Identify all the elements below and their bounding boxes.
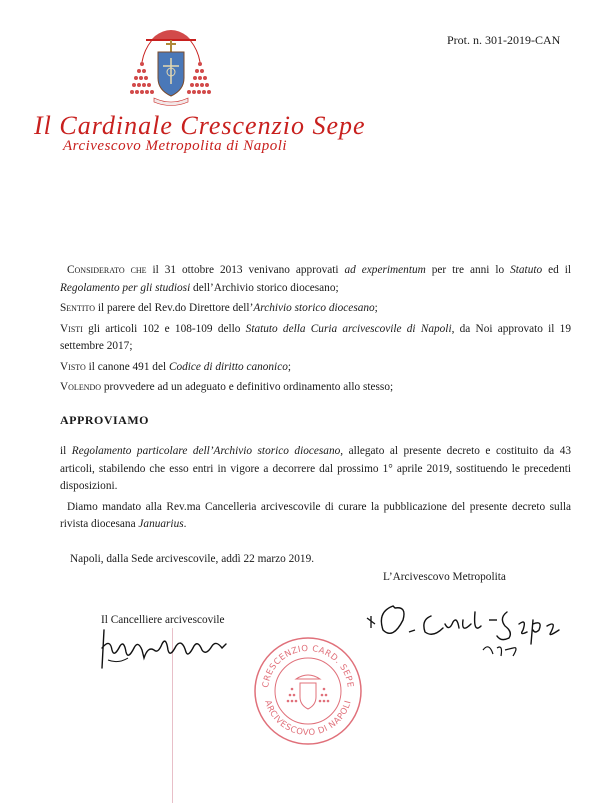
place-date-line: Napoli, dalla Sede arcivescovile, addì 22 marzo 2019. xyxy=(70,553,315,565)
paragraph-visto: Visto il canone 491 del Codice di diritto canonico; xyxy=(60,360,291,373)
paragraph-considerato: Considerato che il 31 ottobre 2013 venivano approvati ad experimentum per tre anni lo Statuto ed il Regolamento per gli studiosi dell’Archivio storico diocesano; xyxy=(60,264,571,294)
decree-body xyxy=(60,262,571,537)
chancellor-signature xyxy=(98,624,233,674)
paragraph-mandato: Diamo mandato alla Rev.ma Cancelleria arcivescovile di curare la pubblicazione del presente decreto sulla rivista diocesana Januarius. xyxy=(60,500,571,531)
stamp-bottom-text: ARCIVESCOVO DI NAPOLI xyxy=(262,699,354,739)
svg-text:CRESCENZIO CARD. SEPE xyxy=(261,644,355,689)
chancellor-title: Il Cancelliere arcivescovile xyxy=(101,614,225,626)
protocol-number: Prot. n. 301-2019-CAN xyxy=(447,33,561,47)
paragraph-visti: Visti gli articoli 102 e 108-109 dello Statuto della Curia arcivescovile di Napoli, da Noi approvato il 19 settembre 2017; xyxy=(60,322,571,352)
archdiocese-seal-stamp xyxy=(252,635,364,747)
archbishop-title: L’Arcivescovo Metropolita xyxy=(383,571,506,583)
cardinal-title-heading: Arcivescovo Metropolita di Napoli xyxy=(63,138,288,154)
approviamo-heading: APPROVIAMO xyxy=(60,412,149,427)
paragraph-regolamento: il Regolamento particolare dell’Archivio storico diocesano, allegato al presente decreto e costituito da 43 articoli, stabilendo che esso entri in vigore a decorrere dal prossimo 1° aprile 2019, sostituendo le precedenti disposizioni. xyxy=(60,445,571,493)
paragraph-sentito: Sentito il parere del Rev.do Direttore dell’Archivio storico diocesano; xyxy=(60,302,378,314)
archbishop-signature xyxy=(363,598,563,668)
cardinal-name-heading: Il Cardinale Crescenzio Sepe xyxy=(34,111,366,140)
paragraph-volendo: Volendo provvedere ad un adeguato e definitivo ordinamento allo stesso; xyxy=(60,381,394,393)
coat-of-arms-emblem xyxy=(130,22,212,108)
stamp-top-text: CRESCENZIO CARD. SEPE xyxy=(261,643,355,689)
